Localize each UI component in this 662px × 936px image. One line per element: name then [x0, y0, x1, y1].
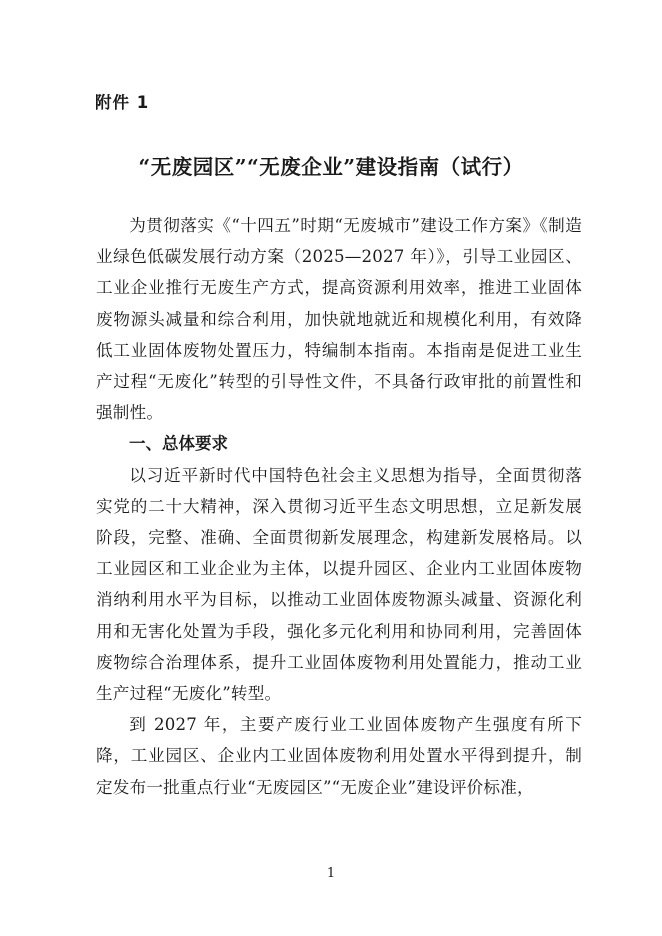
section-paragraph-2: 到 2027 年，主要产废行业工业固体废物产生强度有所下降，工业园区、企业内工业固体废物利用处置水平得到提升，制定发布一批重点行业“无废园区”“无废企业”建设评价标准，	[96, 715, 582, 797]
attachment-label: 附件 1	[95, 93, 150, 112]
page-number: 1	[326, 866, 336, 881]
intro-paragraph: 为贯彻落实《“十四五”时期“无废城市”建设工作方案》《制造业绿色低碳发展行动方案（2025—2027 年）》，引导工业园区、工业企业推行无废生产方式，提高资源利用效率，推进工业固体废物源头减量和综合利用，加快就地就近和规模化利用，有效降低工业固体废物处置压力，特编制本指南。本指南是促进工业生产过程“无废化”转型的引导性文件，不具备行政审批的前置性和强制性。	[96, 216, 582, 423]
section-paragraph-1: 以习近平新时代中国特色社会主义思想为指导，全面贯彻落实党的二十大精神，深入贯彻习近平生态文明思想，立足新发展阶段，完整、准确、全面贯彻新发展理念，构建新发展格局。以工业园区和工业企业为主体，以提升园区、企业内工业固体废物消纳利用水平为目标，以推动工业固体废物源头减量、资源化利用和无害化处置为手段，强化多元化利用和协同利用，完善固体废物综合治理体系，提升工业固体废物利用处置能力，推动工业生产过程“无废化”转型。	[96, 465, 582, 704]
document-title: “无废园区”“无废企业”建设指南（试行）	[138, 155, 524, 179]
section-heading: 一、总体要求	[129, 434, 228, 454]
document-body	[96, 210, 582, 803]
